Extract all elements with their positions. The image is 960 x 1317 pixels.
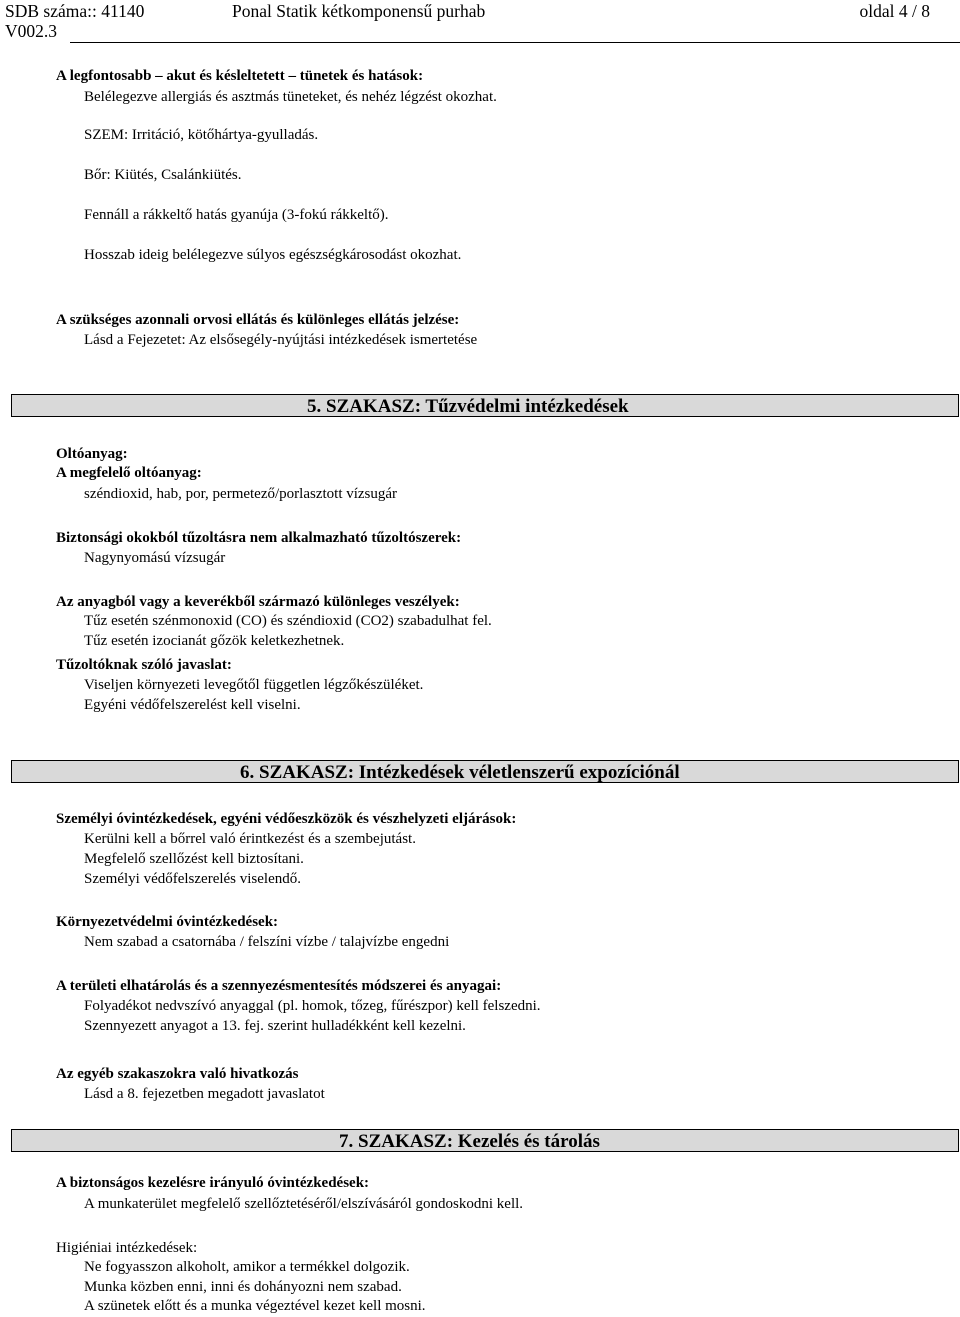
extinguishing-media-heading: Oltóanyag: [56,446,128,462]
section-6-header [11,760,959,783]
personal-line: Kerülni kell a bőrrel való érintkezést és a szembejutást. [84,831,416,847]
sdb-number: SDB száma:: 41140 [5,1,145,21]
advice-line: Viseljen környezeti levegőtől független légzőkészüléket. [84,677,424,693]
environmental-text: Nem szabad a csatornába / felszíni vízbe / talajvízbe engedni [84,934,450,950]
hygiene-heading: Higiéniai intézkedések: [56,1240,198,1256]
section-7-header [11,1129,959,1152]
hazard-line: Tűz esetén izocianát gőzök keletkezhetnek. [84,633,345,649]
medical-care-heading: A szükséges azonnali orvosi ellátás és különleges ellátás jelzése: [56,312,460,328]
containment-heading: A területi elhatárolás és a szennyezésmentesítés módszerei és anyagai: [56,978,502,994]
product-name: Ponal Statik kétkomponensű purhab [232,1,486,21]
hygiene-line: A szünetek előtt és a munka végeztével kezet kell mosni. [84,1298,426,1314]
containment-line: Folyadékot nedvszívó anyaggal (pl. homok, tőzeg, fűrészpor) kell felszedni. [84,998,541,1014]
section-5-header [11,394,959,417]
hygiene-line: Munka közben enni, inni és dohányozni nem szabad. [84,1279,402,1295]
hazard-line: Tűz esetén szénmonoxid (CO) és széndioxid (CO2) szabadulhat fel. [84,613,492,629]
reference-heading: Az egyéb szakaszokra való hivatkozás [56,1066,299,1082]
version-label: V002.3 [5,21,58,41]
firefighter-advice-heading: Tűzoltóknak szóló javaslat: [56,657,232,673]
symptom-line: Belélegezve allergiás és asztmás tüneteket, és nehéz légzést okozhat. [84,89,497,105]
symptom-line: SZEM: Irritáció, kötőhártya-gyulladás. [84,127,319,143]
suitable-media-heading: A megfelelő oltóanyag: [56,465,202,481]
advice-line: Egyéni védőfelszerelést kell viselni. [84,697,301,713]
unsuitable-media-heading: Biztonsági okokból tűzoltásra nem alkalmazható tűzoltószerek: [56,530,462,546]
section-6-title: 6. SZAKASZ: Intézkedések véletlenszerű expozíciónál [240,762,680,783]
containment-line: Szennyezett anyagot a 13. fej. szerint hulladékként kell kezelni. [84,1018,466,1034]
safe-handling-heading: A biztonságos kezelésre irányuló óvintézkedések: [56,1175,370,1191]
suitable-media-text: széndioxid, hab, por, permetező/porlasztott vízsugár [84,486,398,502]
medical-care-text: Lásd a Fejezetet: Az elsősegély-nyújtási intézkedések ismertetése [84,332,478,348]
section-5-title: 5. SZAKASZ: Tűzvédelmi intézkedések [307,396,629,417]
page-header [0,0,960,44]
hygiene-line: Ne fogyasszon alkoholt, amikor a termékkel dolgozik. [84,1259,410,1275]
special-hazards-heading: Az anyagból vagy a keverékből származó különleges veszélyek: [56,594,460,610]
personal-line: Megfelelő szellőzést kell biztosítani. [84,851,304,867]
unsuitable-media-text: Nagynyomású vízsugár [84,550,226,566]
symptoms-heading: A legfontosabb – akut és késleltetett – tünetek és hatások: [56,68,424,84]
symptom-line: Hosszab ideig belélegezve súlyos egészségkárosodást okozhat. [84,247,462,263]
symptom-line: Bőr: Kiütés, Csalánkiütés. [84,167,242,183]
symptom-line: Fennáll a rákkeltő hatás gyanúja (3-fokú rákkeltő). [84,207,389,223]
personal-line: Személyi védőfelszerelés viselendő. [84,871,302,887]
page-number: oldal 4 / 8 [859,1,930,21]
header-divider [70,42,960,43]
personal-precautions-heading: Személyi óvintézkedések, egyéni védőeszközök és vészhelyzeti eljárások: [56,811,517,827]
environmental-precautions-heading: Környezetvédelmi óvintézkedések: [56,914,279,930]
safe-handling-text: A munkaterület megfelelő szellőztetéséről/elszívásáról gondoskodni kell. [84,1196,524,1212]
reference-text: Lásd a 8. fejezetben megadott javaslatot [84,1086,325,1102]
section-7-title: 7. SZAKASZ: Kezelés és tárolás [339,1131,600,1152]
